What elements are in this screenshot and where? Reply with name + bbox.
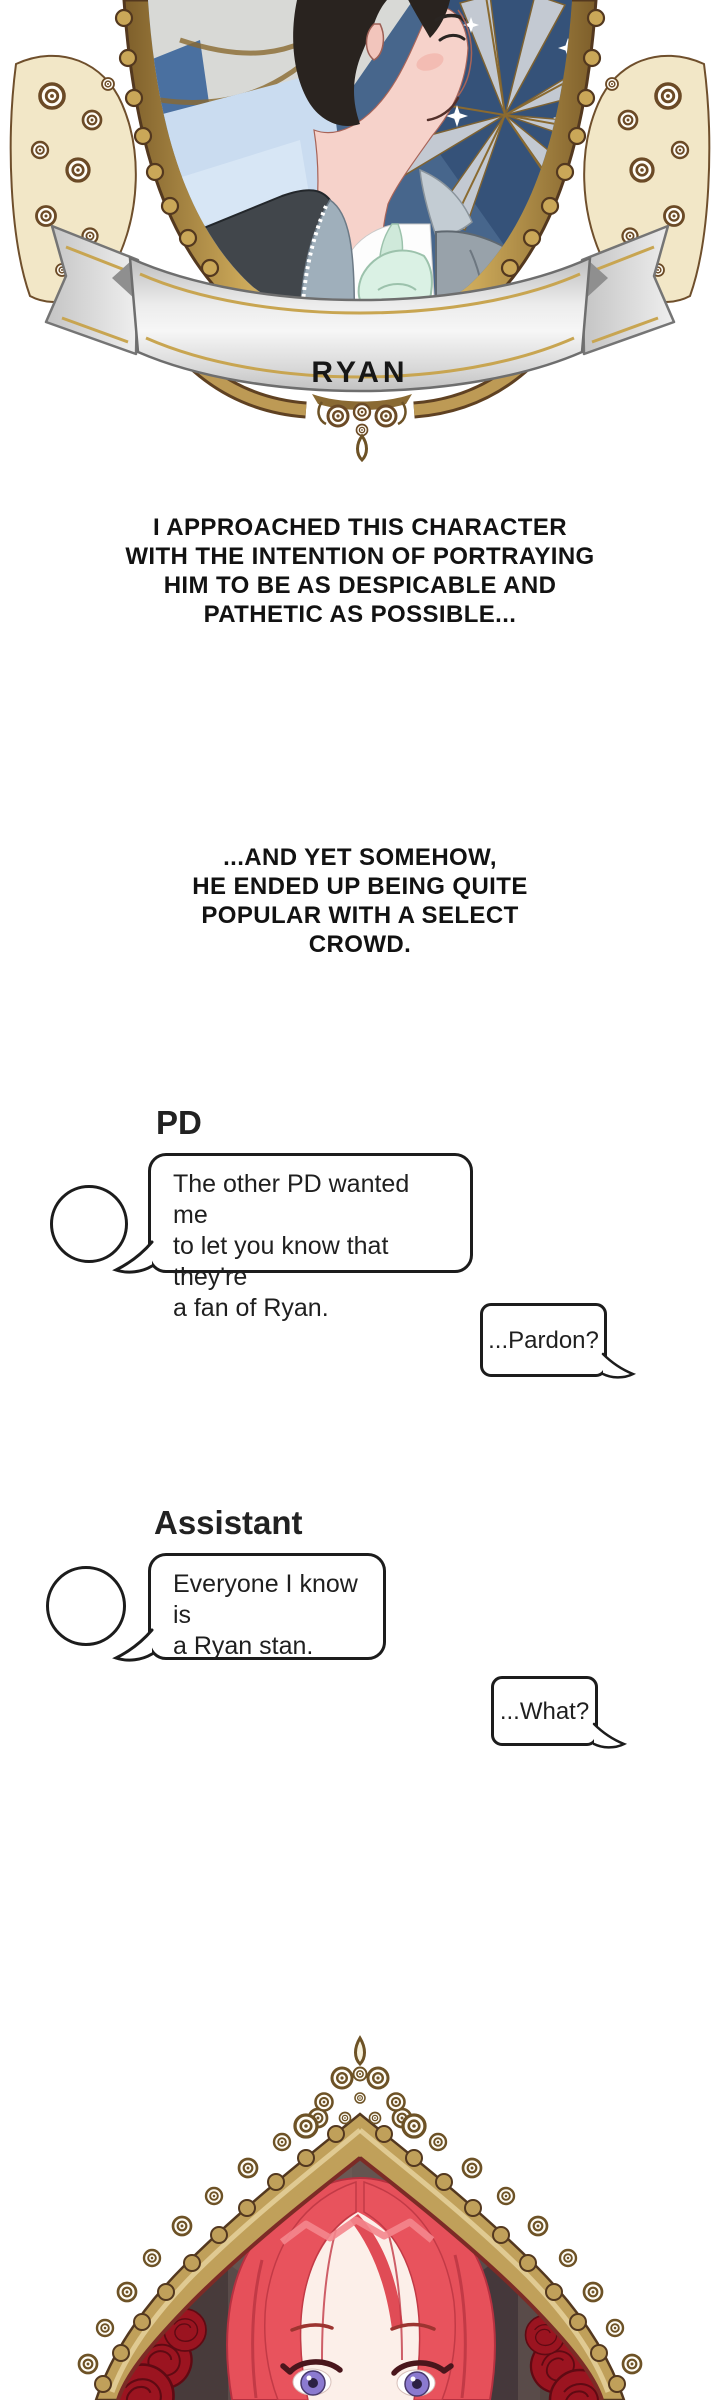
narration-line: WITH THE INTENTION OF PORTRAYING	[125, 543, 595, 570]
bottom-portrait-art	[58, 2140, 660, 2400]
chat-speaker-assistant: Assistant	[154, 1504, 303, 1541]
bubble-line: The other PD wanted me	[173, 1170, 410, 1229]
narration-line: POPULAR WITH A SELECT	[201, 902, 519, 929]
narration-line: CROWD.	[308, 931, 412, 958]
assistant-message-bubble	[148, 1553, 386, 1660]
narration-line: HE ENDED UP BEING QUITE	[192, 873, 528, 900]
narration-block-2	[0, 843, 720, 959]
bottom-portrait-frame	[0, 2030, 720, 2400]
chat-speaker-pd: PD	[156, 1104, 202, 1141]
bubble-line: ...What?	[499, 1697, 590, 1725]
assistant-bubble-tail	[114, 1628, 154, 1664]
reply-bubble-pardon	[480, 1303, 607, 1377]
ryan-name-text: RYAN	[311, 356, 409, 389]
bubble-line: ...Pardon?	[488, 1326, 599, 1354]
pd-bubble-tail	[114, 1240, 154, 1276]
narration-line: ...AND YET SOMEHOW,	[223, 844, 497, 871]
narration-block-1	[0, 513, 720, 629]
narration-line: HIM TO BE AS DESPICABLE AND	[163, 572, 557, 599]
pd-message-bubble	[148, 1153, 473, 1322]
bubble-line: a Ryan stan.	[173, 1632, 314, 1660]
bubble-line: a fan of Ryan.	[173, 1294, 329, 1322]
reply-bubble-what	[491, 1676, 598, 1746]
pardon-bubble-tail	[601, 1352, 635, 1382]
bubble-line: Everyone I know is	[173, 1570, 358, 1629]
narration-line: I APPROACHED THIS CHARACTER	[153, 514, 567, 541]
ryan-portrait-frame	[0, 0, 720, 470]
narration-line: PATHETIC AS POSSIBLE...	[203, 601, 517, 628]
bubble-line: to let you know that they're	[173, 1232, 389, 1291]
ribbon-pendant-ornament	[312, 394, 412, 460]
what-bubble-tail	[592, 1722, 626, 1752]
